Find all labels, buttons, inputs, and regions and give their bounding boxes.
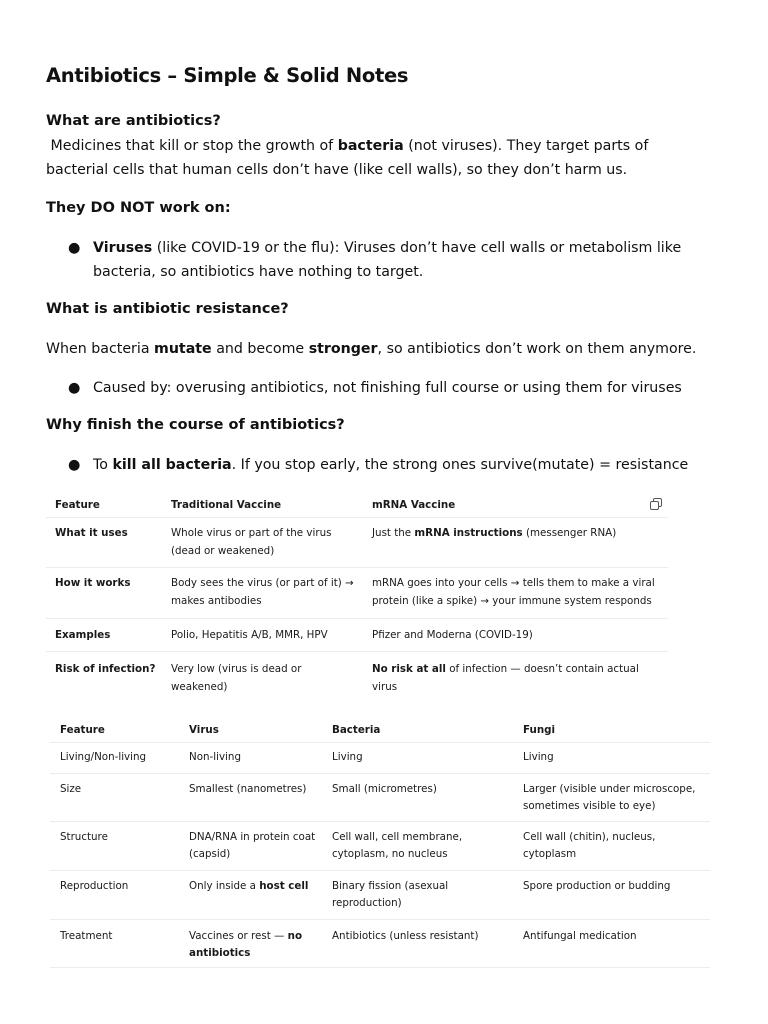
text: and become [211, 341, 309, 357]
text: mRNA goes into your cells → tells them to make a viral protein (like a spike) → your immune system responds [372, 577, 655, 607]
cell-mrna [372, 626, 662, 644]
paragraph-what-are-antibiotics [46, 134, 736, 182]
cell-feature: What it uses [55, 527, 128, 539]
bold-host-cell: host cell [259, 880, 309, 892]
text: Only inside a [189, 880, 260, 892]
cell-mrna [372, 524, 662, 542]
cell-fungi: Cell wall (chitin), nucleus, cytoplasm [523, 831, 656, 860]
cell-feature: Living/Non-living [60, 751, 147, 763]
cell-traditional: Whole virus or part of the virus (dead or weakened) [171, 527, 332, 557]
cell-virus: Non-living [189, 751, 241, 763]
text: Caused by: overusing antibiotics, not finishing full course or using them for viruses [93, 380, 682, 396]
cell-feature: How it works [55, 577, 131, 589]
table-row [50, 822, 710, 871]
cell-bacteria: Living [332, 751, 363, 763]
bold-no-antibiotics: no antibiotics [189, 930, 303, 959]
text: Pfizer and Moderna (COVID-19) [372, 629, 533, 641]
table-header-row [46, 491, 668, 518]
cell-feature: Examples [55, 629, 111, 641]
cell-traditional: Body sees the virus (or part of it) → makes antibodies [171, 577, 354, 607]
cell-traditional: Very low (virus is dead or weakened) [171, 663, 302, 693]
cell-virus: DNA/RNA in protein coat (capsid) [189, 831, 316, 860]
table-row [46, 518, 668, 568]
cell-mrna [372, 574, 662, 610]
text: (messenger RNA) [522, 527, 617, 539]
table-row [50, 871, 710, 920]
table-header-row [50, 717, 710, 743]
table-row [50, 920, 710, 968]
bullet-kill-all-bacteria [68, 453, 718, 477]
cell-bacteria: Small (micrometres) [332, 783, 437, 795]
header-feature: Feature [55, 499, 100, 511]
cell-fungi: Spore production or budding [523, 880, 671, 892]
header-traditional: Traditional Vaccine [171, 499, 282, 511]
text: Medicines that kill or stop the growth of [46, 138, 338, 154]
text: of infection — doesn’t contain actual virus [372, 663, 639, 693]
header-fungi: Fungi [523, 724, 556, 736]
text: Vaccines or rest — [189, 930, 288, 942]
cell-virus [189, 878, 327, 895]
text: When bacteria [46, 341, 155, 357]
header-virus: Virus [189, 724, 219, 736]
text: . If you stop early, the strong ones survive(mutate) = resistance [231, 457, 689, 473]
text: Just the [372, 527, 415, 539]
cell-fungi: Living [523, 751, 554, 763]
bullet-viruses [68, 236, 718, 284]
microbe-comparison-table [50, 717, 710, 968]
heading-what-are-antibiotics: What are antibiotics? [46, 113, 221, 129]
copy-icon[interactable] [650, 498, 662, 510]
header-feature: Feature [60, 724, 105, 736]
cell-bacteria: Cell wall, cell membrane, cytoplasm, no nucleus [332, 831, 463, 860]
table-row [46, 619, 668, 652]
cell-feature: Treatment [60, 930, 113, 942]
bold-viruses: Viruses [93, 240, 153, 256]
cell-feature: Size [60, 783, 82, 795]
bold-bacteria: bacteria [337, 138, 404, 154]
cell-fungi: Antifungal medication [523, 930, 637, 942]
cell-feature: Reproduction [60, 880, 129, 892]
text: To [93, 457, 113, 473]
cell-virus [189, 928, 327, 962]
heading-resistance: What is antibiotic resistance? [46, 301, 289, 317]
paragraph-resistance [46, 337, 736, 361]
vaccine-comparison-table [46, 491, 668, 702]
heading-finish-course: Why finish the course of antibiotics? [46, 417, 345, 433]
cell-bacteria: Binary fission (asexual reproduction) [332, 880, 449, 909]
table-row [50, 743, 710, 774]
text: bacterial cells that human cells don’t have (like cell walls), so they don’t harm us. [46, 162, 628, 178]
page-title: Antibiotics – Simple & Solid Notes [46, 64, 409, 87]
table-row [46, 568, 668, 619]
bold-text: No risk at all [372, 663, 446, 675]
cell-fungi: Larger (visible under microscope, sometimes visible to eye) [523, 783, 696, 812]
bullet-dot: ● [68, 240, 81, 256]
bold-kill-all-bacteria: kill all bacteria [112, 457, 232, 473]
table-row [46, 652, 668, 702]
header-bacteria: Bacteria [332, 724, 381, 736]
text: , so antibiotics don’t work on them anymore. [377, 341, 697, 357]
bullet-dot: ● [68, 380, 81, 396]
cell-mrna [372, 660, 662, 696]
bold-text: mRNA instructions [414, 527, 523, 539]
text: (not viruses). They target parts of [403, 138, 649, 154]
cell-traditional: Polio, Hepatitis A/B, MMR, HPV [171, 629, 328, 641]
cell-feature: Structure [60, 831, 108, 843]
bold-stronger: stronger [308, 341, 378, 357]
cell-virus: Smallest (nanometres) [189, 783, 307, 795]
table-row [50, 774, 710, 822]
bullet-caused-by [68, 376, 718, 400]
header-mrna: mRNA Vaccine [372, 499, 456, 511]
cell-bacteria: Antibiotics (unless resistant) [332, 930, 479, 942]
cell-feature: Risk of infection? [55, 663, 156, 675]
text: (like COVID-19 or the flu): Viruses don’t have cell walls or metabolism like bacteria, so antibiotics have nothing to target. [93, 240, 682, 280]
bold-mutate: mutate [154, 341, 212, 357]
heading-do-not-work: They DO NOT work on: [46, 200, 231, 216]
bullet-dot: ● [68, 457, 81, 473]
